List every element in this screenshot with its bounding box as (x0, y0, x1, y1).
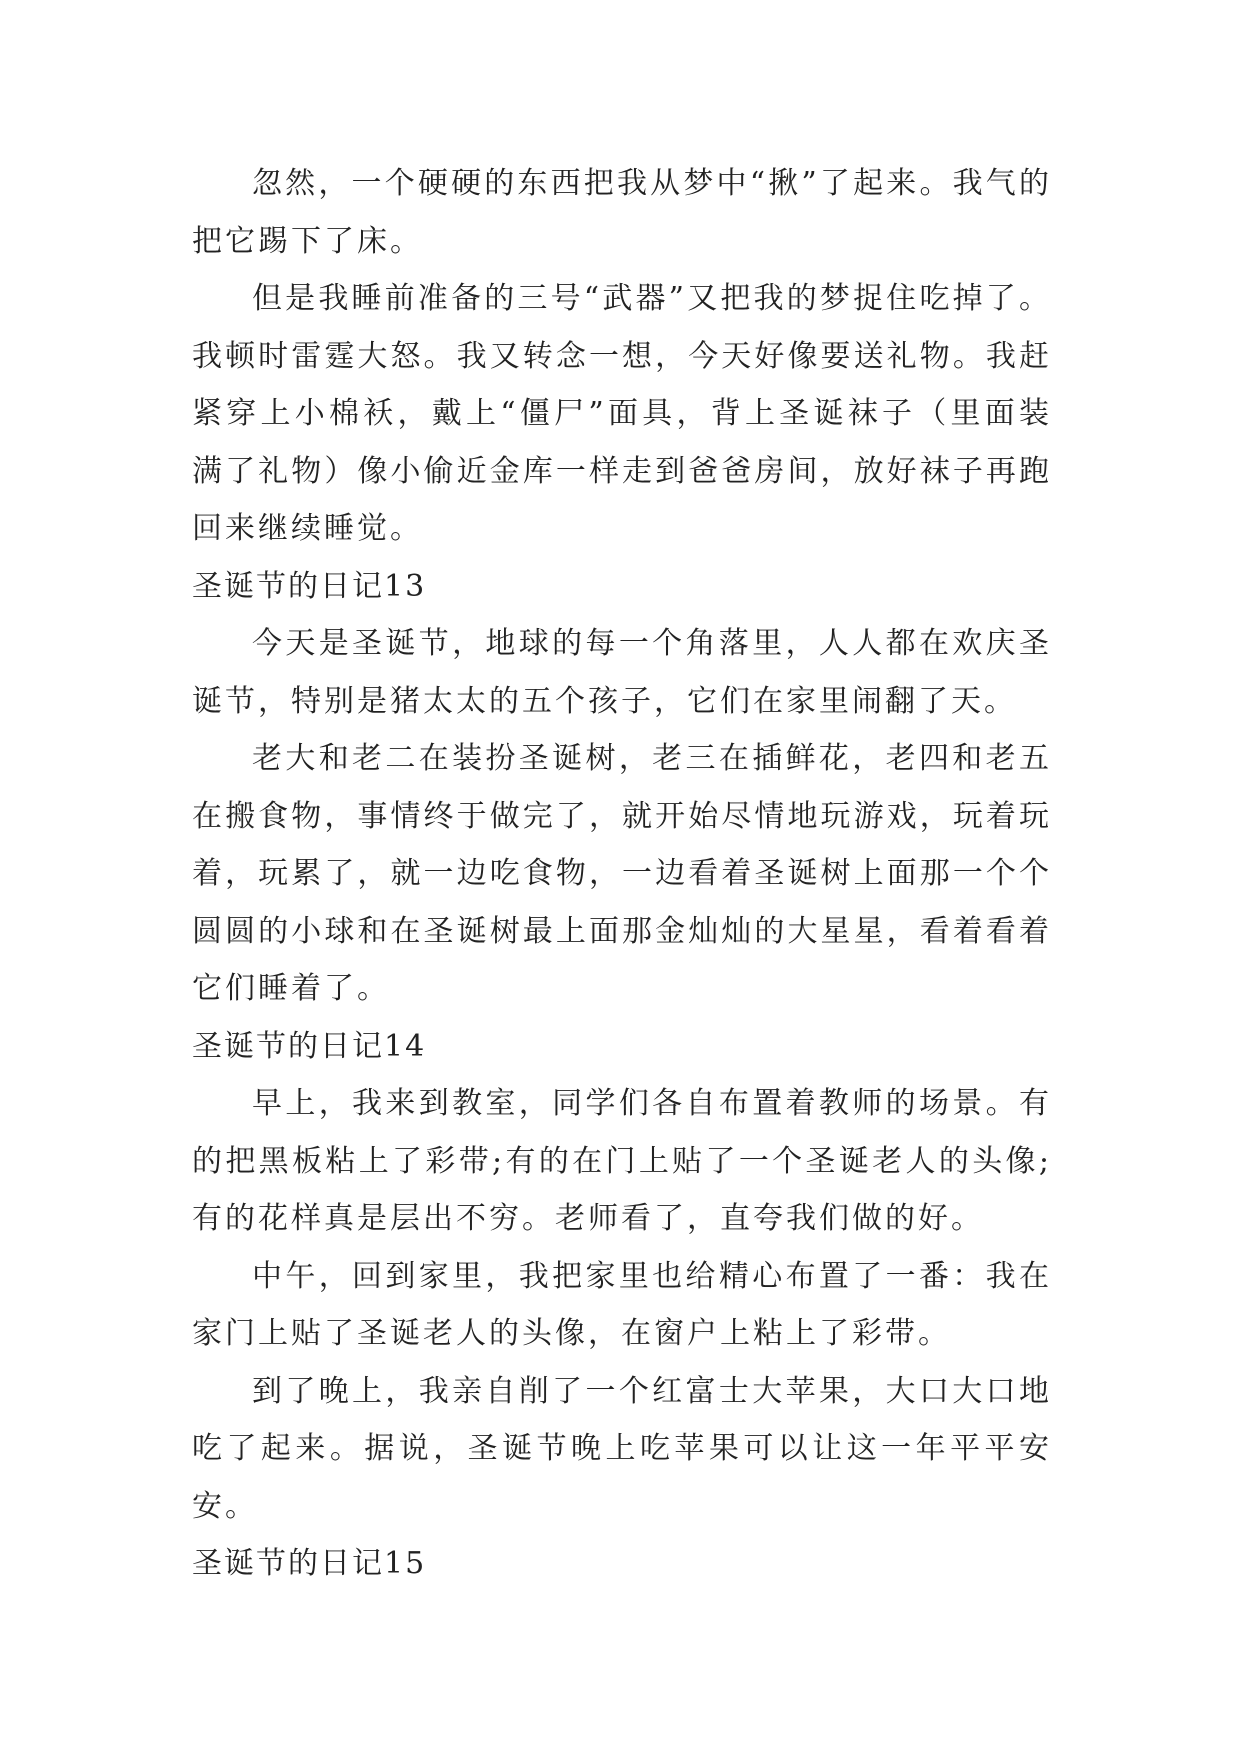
paragraph: 中午，回到家里，我把家里也给精心布置了一番：我在家门上贴了圣诞老人的头像，在窗户上粘上了彩带。 (192, 1258, 1052, 1351)
paragraph: 早上，我来到教室，同学们各自布置着教师的场景。有的把黑板粘上了彩带;有的在门上贴了一个圣诞老人的头像;有的花样真是层出不穷。老师看了，直夸我们做的好。 (192, 1086, 1052, 1236)
paragraph: 忽然，一个硬硬的东西把我从梦中“揪”了起来。我气的把它踢下了床。 (192, 166, 1052, 259)
paragraph: 但是我睡前准备的三号“武器”又把我的梦捉住吃掉了。我顿时雷霆大怒。我又转念一想，今天好像要送礼物。我赶紧穿上小棉袄，戴上“僵尸”面具，背上圣诞袜子（里面装满了礼物）像小偷近金库一样走到爸爸房间，放好袜子再跑回来继续睡觉。 (192, 281, 1052, 546)
document-body (192, 155, 1052, 1593)
diary-heading: 圣诞节的日记15 (192, 1546, 427, 1581)
diary-heading: 圣诞节的日记13 (192, 568, 427, 604)
paragraph: 到了晚上，我亲自削了一个红富士大苹果，大口大口地吃了起来。据说，圣诞节晚上吃苹果可以让这一年平平安安。 (192, 1373, 1052, 1524)
paragraph: 老大和老二在装扮圣诞树，老三在插鲜花，老四和老五在搬食物，事情终于做完了，就开始尽情地玩游戏，玩着玩着，玩累了，就一边吃食物，一边看着圣诞树上面那一个个圆圆的小球和在圣诞树最上面那金灿灿的大星星，看着看着它们睡着了。 (192, 741, 1052, 1006)
paragraph: 今天是圣诞节，地球的每一个角落里，人人都在欢庆圣诞节，特别是猪太太的五个孩子，它们在家里闹翻了天。 (192, 626, 1052, 719)
diary-heading: 圣诞节的日记14 (192, 1028, 427, 1064)
